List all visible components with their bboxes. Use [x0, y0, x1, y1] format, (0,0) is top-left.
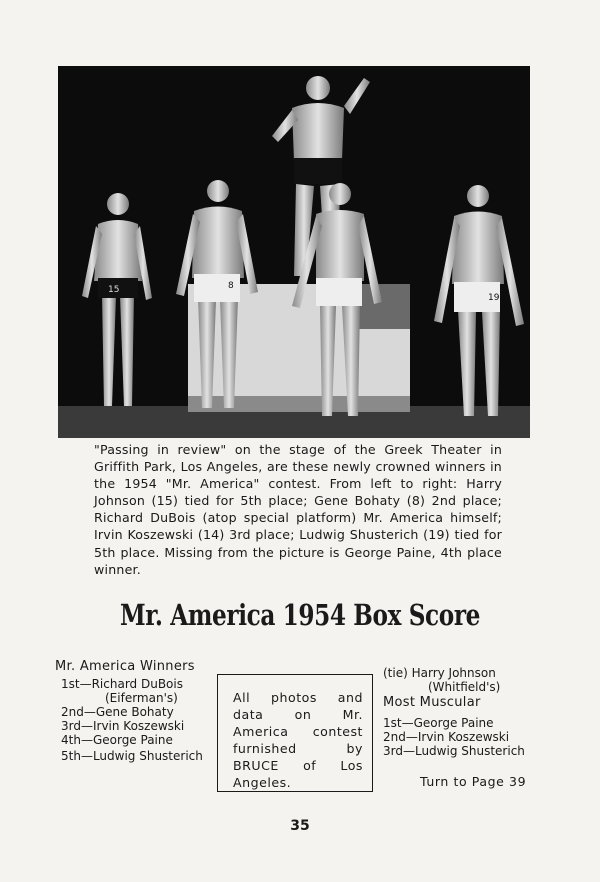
winner-row: (Eiferman's) [105, 691, 178, 705]
page-title: Mr. America 1954 Box Score [119, 598, 481, 632]
winner-row: 4th—George Paine [61, 733, 173, 747]
winners-list [55, 660, 225, 763]
muscular-row: 1st—George Paine [383, 716, 494, 730]
number-15: 15 [108, 285, 120, 295]
winner-row: 3rd—Irvin Koszewski [61, 719, 185, 733]
winner-row: 1st—Richard DuBois [61, 677, 183, 691]
credit-text: All photos and data on Mr. America contest furnished by BRUCE of Los Angeles. [233, 690, 363, 790]
tie-row: (tie) Harry Johnson [383, 666, 496, 680]
bodybuilders-illustration [58, 66, 530, 438]
muscular-row: 2nd—Irvin Koszewski [383, 730, 510, 744]
muscular-row: 3rd—Ludwig Shusterich [383, 744, 525, 758]
number-19: 19 [488, 293, 500, 303]
photo-caption: "Passing in review" on the stage of the Greek Theater in Griffith Park, Los Angeles, are these newly crowned winners in the 1954 "Mr. America" contest. From left to right: Harry Johnson (15) tied for 5th place; Gene Bohaty (8) 2nd place; Richard DuBois (atop special platform) Mr. America himself; Irvin Koszewski (14) 3rd place; Ludwig Shusterich (19) tied for 5th place. Missing from the picture is George Paine, 4th place winner. [94, 442, 502, 577]
contest-photo [58, 66, 530, 438]
winners-heading: Mr. America Winners [55, 659, 195, 674]
turn-page-note: Turn to Page 39 [420, 774, 527, 789]
winner-row: 5th—Ludwig Shusterich [61, 749, 203, 763]
most-muscular-list [383, 666, 553, 758]
most-muscular-heading: Most Muscular [383, 695, 481, 710]
page-number: 35 [290, 818, 310, 834]
tie-sub-row: (Whitfield's) [428, 680, 501, 694]
winner-row: 2nd—Gene Bohaty [61, 705, 174, 719]
number-8: 8 [228, 281, 234, 291]
